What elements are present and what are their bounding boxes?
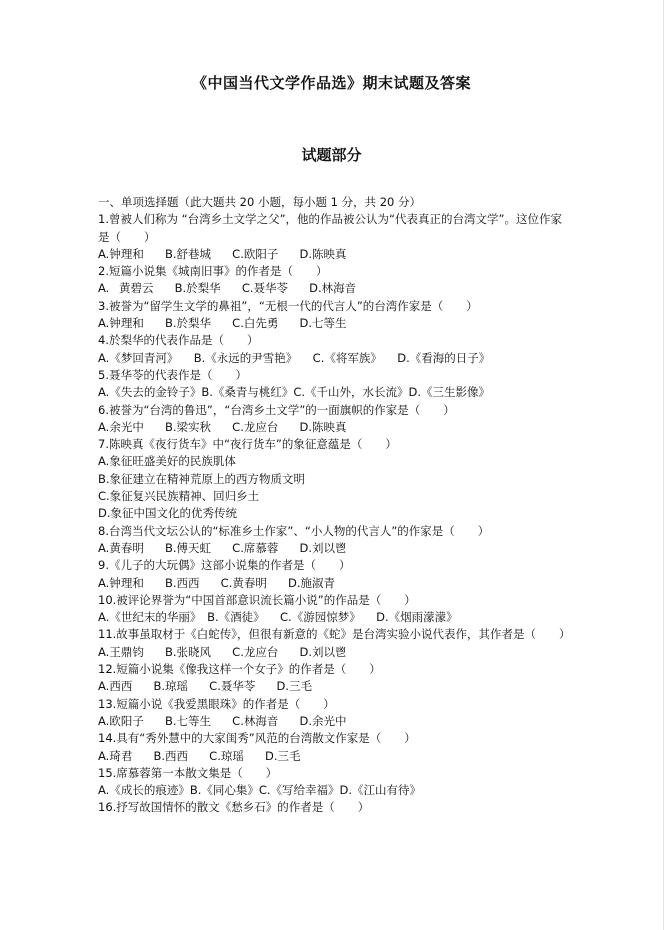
question-text: 10.被评论界誉为“中国首部意识流长篇小说”的作品是（ ）: [98, 592, 416, 607]
answer-options: A.欧阳子 B.七等生 C.林海音 D.余光中: [98, 713, 347, 728]
section-heading: 一、单项选择题（此大题共 20 小题，每小题 1 分，共 20 分）: [98, 195, 422, 209]
answer-options: A.钟理和 B.於梨华 C.白先勇 D.七等生: [98, 316, 347, 331]
answer-options: A.钟理和 B.西西 C.黄春明 D.施淑青: [98, 575, 336, 590]
question-text: 1.曾被人们称为 “台湾乡土文学之父”，他的作品被公认为“代表真正的台湾文学”。这位作家是（ ）: [98, 212, 562, 244]
question-list: [98, 194, 573, 817]
question-text: 12.短篇小说集《像我这样一个女子》的作者是（ ）: [98, 662, 381, 677]
question-text: 13.短篇小说《我爱黑眼珠》的作者是（ ）: [98, 696, 335, 711]
question-text: 4.於梨华的代表作品是（ ）: [98, 333, 259, 348]
answer-options: A.王鼎钧 B.张晓风 C.龙应台 D.刘以鬯: [98, 644, 347, 659]
answer-options: A.黄春明 B.傅天虹 C.席慕蓉 D.刘以鬯: [98, 540, 347, 555]
question-text: 6.被誉为“台湾的鲁迅”，“台湾乡土文学”的一面旗帜的作家是（ ）: [98, 402, 455, 417]
question-text: 3.被誉为“留学生文学的鼻祖”，“无根一代的代言人”的台湾作家是（ ）: [98, 298, 478, 313]
answer-option: A.象征旺盛美好的民族肌体: [98, 454, 236, 469]
question-text: 9.《儿子的大玩偶》这部小说集的作者是（ ）: [98, 558, 351, 573]
answer-options: A.《成长的痕迹》B.《同心集》C.《写给幸福》D.《江山有待》: [98, 783, 422, 798]
question-text: 5.聂华苓的代表作是（ ）: [98, 367, 247, 382]
answer-options: A. 黄碧云 B.於梨华 C.聂华苓 D.林海音: [98, 281, 357, 296]
question-text: 8.台湾当代文坛公认的“标准乡土作家”、“小人物的代言人”的作家是（ ）: [98, 523, 490, 538]
question-text: 15.席慕蓉第一本散文集是（ ）: [98, 765, 278, 780]
question-text: 7.陈映真《夜行货车》中“夜行货车”的象征意蕴是（ ）: [98, 437, 397, 452]
question-text: 2.短篇小说集《城南旧事》的作者是（ ）: [98, 264, 328, 279]
answer-options: A.钟理和 B.舒巷城 C.欧阳子 D.陈映真: [98, 246, 347, 261]
answer-options: A.西西 B.琼瑶 C.聂华苓 D.三毛: [98, 679, 313, 694]
answer-option: B.象征建立在精神荒原上的西方物质文明: [98, 471, 306, 486]
answer-option: D.象征中国文化的优秀传统: [98, 506, 238, 521]
question-text: 14.具有“秀外慧中的大家闺秀”风范的台湾散文作家是（ ）: [98, 731, 416, 746]
answer-options: A.《失去的金铃子》B.《桑青与桃红》C.《千山外，水长流》D.《三生影像》: [98, 385, 491, 400]
section-title: 试题部分: [301, 146, 362, 164]
question-text: 11.故事虽取材于《白蛇传》，但很有新意的《蛇》是台湾实验小说代表作，其作者是（ ）: [98, 627, 571, 642]
question-text: 16.抒写故国情怀的散文《愁乡石》的作者是（ ）: [98, 800, 370, 815]
document-title: 《中国当代文学作品选》期末试题及答案: [191, 74, 471, 92]
answer-options: A.《梦回青河》 B.《永远的尹雪艳》 C.《将军族》 D.《看海的日子》: [98, 350, 491, 365]
answer-options: A.琦君 B.西西 C.琼瑶 D.三毛: [98, 748, 301, 763]
answer-options: A.余光中 B.梁实秋 C.龙应台 D.陈映真: [98, 419, 347, 434]
answer-option: C.象征复兴民族精神、回归乡土: [98, 489, 260, 504]
answer-options: A.《世纪末的华丽》 B.《酒徒》 C.《游园惊梦》 D.《烟雨濛濛》: [98, 610, 458, 625]
